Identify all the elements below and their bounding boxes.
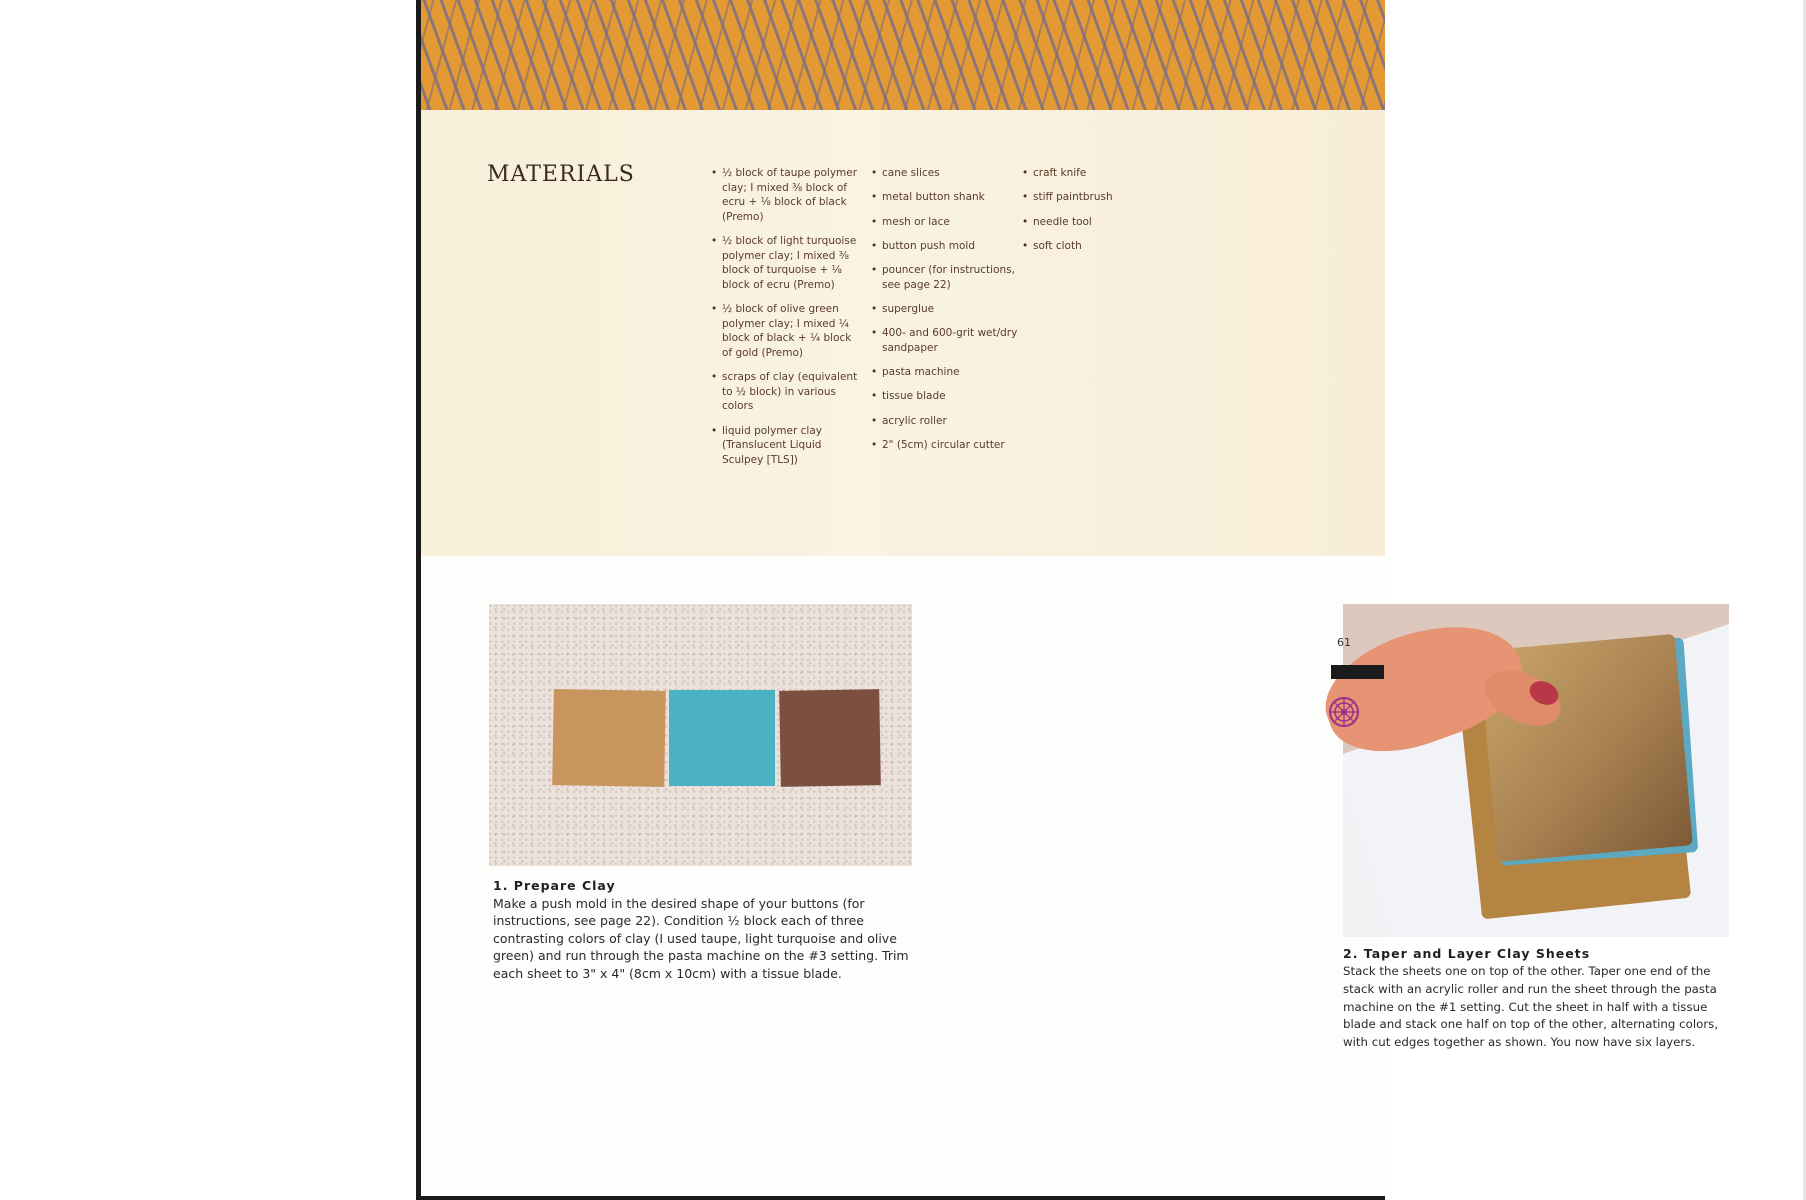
material-item: • 2" (5cm) circular cutter [871, 438, 1021, 453]
material-item: • pasta machine [871, 365, 1021, 380]
material-item: • mesh or lace [871, 215, 1021, 230]
material-item: • superglue [871, 302, 1021, 317]
step-1-heading: 1. Prepare Clay [493, 878, 616, 893]
material-item: • 400- and 600-grit wet/dry sandpaper [871, 326, 1021, 355]
taupe-clay-sheet [552, 689, 666, 787]
materials-column-3 [1022, 166, 1132, 263]
material-item: • liquid polymer clay (Translucent Liquid Sculpey [TLS]) [711, 424, 861, 468]
material-item: • ½ block of light turquoise polymer clay; I mixed ⅜ block of turquoise + ⅛ block of ecru (Premo) [711, 234, 861, 292]
materials-column-1 [711, 166, 861, 477]
material-item: • ½ block of taupe polymer clay; I mixed ⅜ block of ecru + ⅛ block of black (Premo) [711, 166, 861, 224]
material-item: • tissue blade [871, 389, 1021, 404]
material-item: • ½ block of olive green polymer clay; I mixed ¼ block of black + ¼ block of gold (Premo) [711, 302, 861, 360]
material-item: • scraps of clay (equivalent to ½ block) in various colors [711, 370, 861, 414]
materials-panel [421, 110, 1385, 556]
material-item: • metal button shank [871, 190, 1021, 205]
chapter-tab [1331, 665, 1384, 679]
page-number: 61 [1337, 636, 1351, 649]
step-2-heading: 2. Taper and Layer Clay Sheets [1343, 946, 1591, 961]
material-item: • pouncer (for instructions, see page 22) [871, 263, 1021, 292]
step-2 [1343, 946, 1738, 1052]
materials-column-2 [871, 166, 1021, 462]
clay-sheets-photo [489, 604, 912, 866]
material-item: • button push mold [871, 239, 1021, 254]
material-item: • needle tool [1022, 215, 1132, 230]
step-1 [493, 878, 921, 982]
material-item: • acrylic roller [871, 414, 1021, 429]
step-1-text: Make a push mold in the desired shape of your buttons (for instructions, see page 22). Condition ½ block each of three contrasting colors of clay (I used taupe, light turquoise and olive green) and run through the pasta machine on the #3 setting. Trim each sheet to 3" x 4" (8cm x 10cm) with a tissue blade. [493, 896, 909, 981]
olive-clay-sheet [779, 689, 881, 787]
material-item: • cane slices [871, 166, 1021, 181]
material-item: • soft cloth [1022, 239, 1132, 254]
layered-sheets-photo [1343, 604, 1729, 937]
page-edge-bottom [416, 1196, 1385, 1200]
materials-title: MATERIALS [487, 162, 635, 187]
turquoise-clay-sheet [669, 690, 775, 786]
rosette-icon [1328, 696, 1360, 728]
step-2-text: Stack the sheets one on top of the other. Taper one end of the stack with an acrylic roller and run the sheet through the pasta machine on the #1 setting. Cut the sheet in half with a tissue blade and stack one half on top of the other, alternating colors, with cut edges together as shown. You now have six layers. [1343, 964, 1719, 1050]
book-page [421, 0, 1719, 1200]
patterned-banner [421, 0, 1385, 110]
material-item: • craft knife [1022, 166, 1132, 181]
material-item: • stiff paintbrush [1022, 190, 1132, 205]
